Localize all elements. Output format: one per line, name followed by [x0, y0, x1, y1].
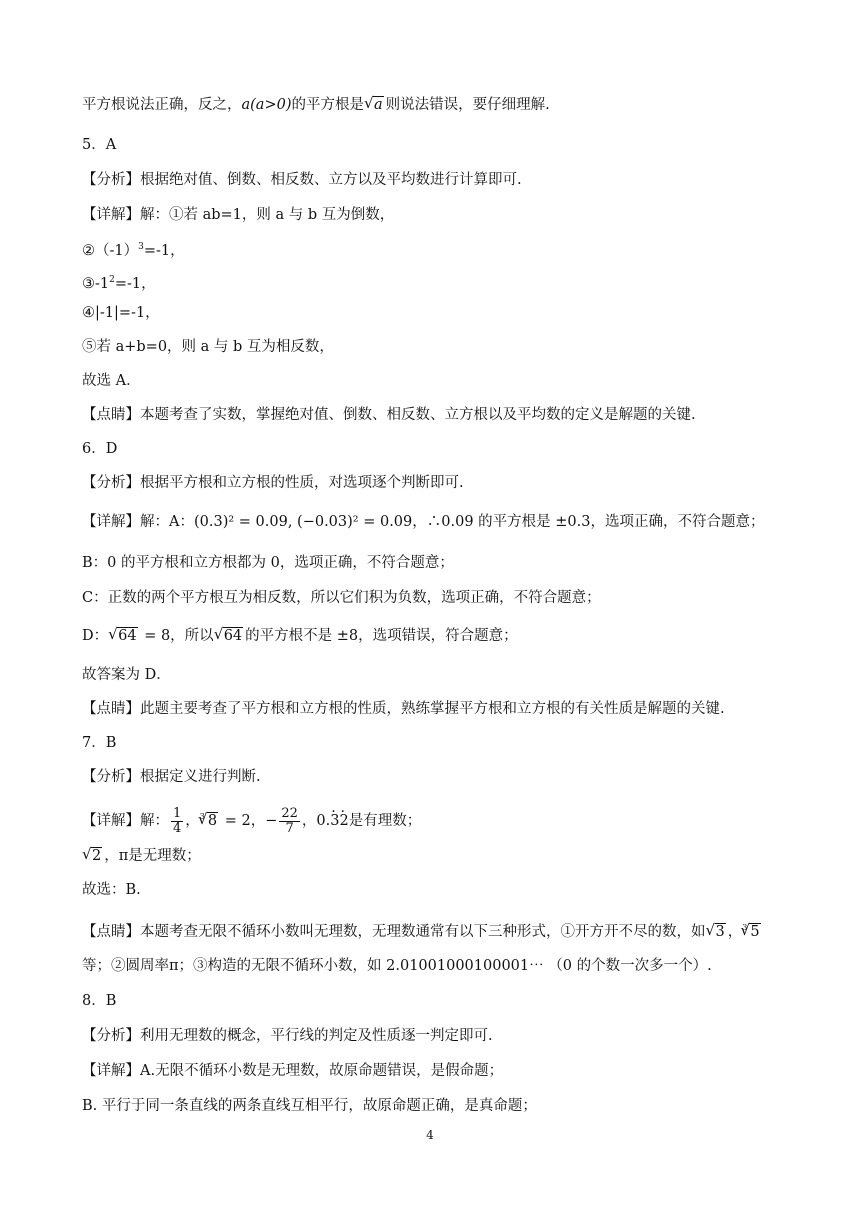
text: =-1， [114, 275, 156, 292]
text: 的平方根是 [291, 97, 364, 113]
question-number: 8．B [82, 993, 117, 1009]
text: ， [185, 813, 200, 829]
radicand: 5 [750, 924, 760, 940]
text-line [82, 95, 550, 115]
page-number: 4 [426, 1128, 434, 1142]
analysis-line: 【分析】根据定义进行判断. [82, 769, 261, 785]
comment-line: 【点睛】此题主要考查了平方根和立方根的性质，熟练掌握平方根和立方根的有关性质是解题的关键. [82, 701, 725, 717]
text-line: C：正数的两个平方根互为相反数，所以它们积为负数，选项正确，不符合题意； [82, 590, 601, 606]
text: =-1， [143, 242, 185, 259]
repeating-digit: 2 · [339, 804, 348, 838]
question-number: 5．A [82, 137, 117, 153]
solution-line: 【详解】A.无限不循环小数是无理数，故原命题错误，是假命题； [82, 1063, 504, 1079]
text: 平方根说法正确，反之， [82, 97, 242, 113]
text-line: 故答案为 D． [82, 667, 171, 683]
radicand: 2 [92, 848, 102, 864]
exponent: 3 [138, 242, 144, 252]
text-line: ⑤若 a+b=0，则 a 与 b 互为相反数， [82, 339, 334, 355]
analysis-line: 【分析】利用无理数的概念，平行线的判定及性质逐一判定即可. [82, 1028, 493, 1044]
text: D： [82, 628, 109, 644]
text-line: 故选：B. [82, 882, 141, 898]
numerator: 1 [173, 805, 182, 821]
fraction [279, 807, 300, 836]
denominator: 4 [173, 820, 182, 836]
text-line [82, 237, 185, 261]
text: 的平方根不是 ±8，选项错误，符合题意； [245, 628, 518, 644]
text-line: ④|-1|=-1， [82, 305, 160, 321]
math-expression: a(a>0) [241, 97, 292, 113]
text: ，0. [301, 813, 331, 829]
radicand: 8 [207, 813, 218, 829]
text-line: B：0 的平方根和立方根都为 0，选项正确，不符合题意； [82, 555, 454, 571]
sqrt-expression [82, 846, 102, 866]
text: ，∴0.09 的平方根是 ±0.3，选项正确，不符合题意； [412, 514, 765, 530]
solution-line [82, 800, 421, 838]
text: 是有理数； [348, 813, 422, 829]
radicand: 64 [118, 628, 137, 644]
root-index: 3 [742, 923, 748, 932]
cbrt-expression [198, 804, 218, 838]
root-index: 3 [199, 812, 205, 821]
solution-line: 【详解】解：①若 ab=1，则 a 与 b 互为倒数， [82, 207, 395, 223]
sqrt-expression [364, 95, 384, 115]
repeating-digit: 3 · [330, 804, 339, 838]
numerator: 22 [281, 805, 298, 821]
text-line [82, 626, 518, 646]
text-line: B. 平行于同一条直线的两条直线互相平行，故原命题正确，是真命题； [82, 1098, 537, 1114]
text: ③-1 [82, 275, 110, 292]
text-line [82, 270, 156, 294]
radicand: 64 [223, 628, 243, 644]
text: = 2，− [220, 813, 278, 829]
text: 则说法错误，要仔细理解. [385, 97, 550, 113]
text: ②（-1） [82, 242, 139, 259]
comment-line [82, 918, 763, 942]
radicand: 3 [715, 924, 725, 940]
sqrt-expression [108, 626, 137, 646]
fraction [171, 807, 183, 836]
question-number: 6．D [82, 441, 118, 457]
comment-line: 【点睛】本题考查了实数，掌握绝对值、倒数、相反数、立方根以及平均数的定义是解题的关键. [82, 407, 696, 423]
text: 【点睛】本题考查无限不循环小数叫无理数，无理数通常有以下三种形式，①开方开不尽的数，如 [82, 924, 706, 940]
cbrt-expression [740, 922, 760, 942]
analysis-line: 【分析】根据平方根和立方根的性质，对选项逐个判断即可. [82, 475, 464, 491]
analysis-line: 【分析】根据绝对值、倒数、相反数、立方以及平均数进行计算即可. [82, 172, 522, 188]
question-number: 7．B [82, 735, 117, 751]
denominator: 7 [285, 820, 294, 836]
text-line: 等；②圆周率π；③构造的无限不循环小数，如 2.01001000100001⋯ （0 的个数一次多一个）. [82, 958, 712, 974]
text: 【详解】解： [82, 813, 169, 829]
text-line: 故选 A． [82, 373, 141, 389]
solution-line [82, 512, 764, 532]
text-line [82, 846, 201, 866]
radicand: a [373, 97, 383, 113]
text: 【详解】解：A： [82, 514, 194, 530]
sqrt-expression [706, 922, 726, 942]
sqrt-expression [214, 626, 243, 646]
text: ，π是无理数； [104, 848, 201, 864]
exponent: 2 [109, 275, 115, 285]
text: ， [727, 924, 743, 940]
text: = 8，所以 [139, 628, 214, 644]
math-expression: (0.3)² = 0.09, (−0.03)² = 0.09 [193, 514, 413, 530]
